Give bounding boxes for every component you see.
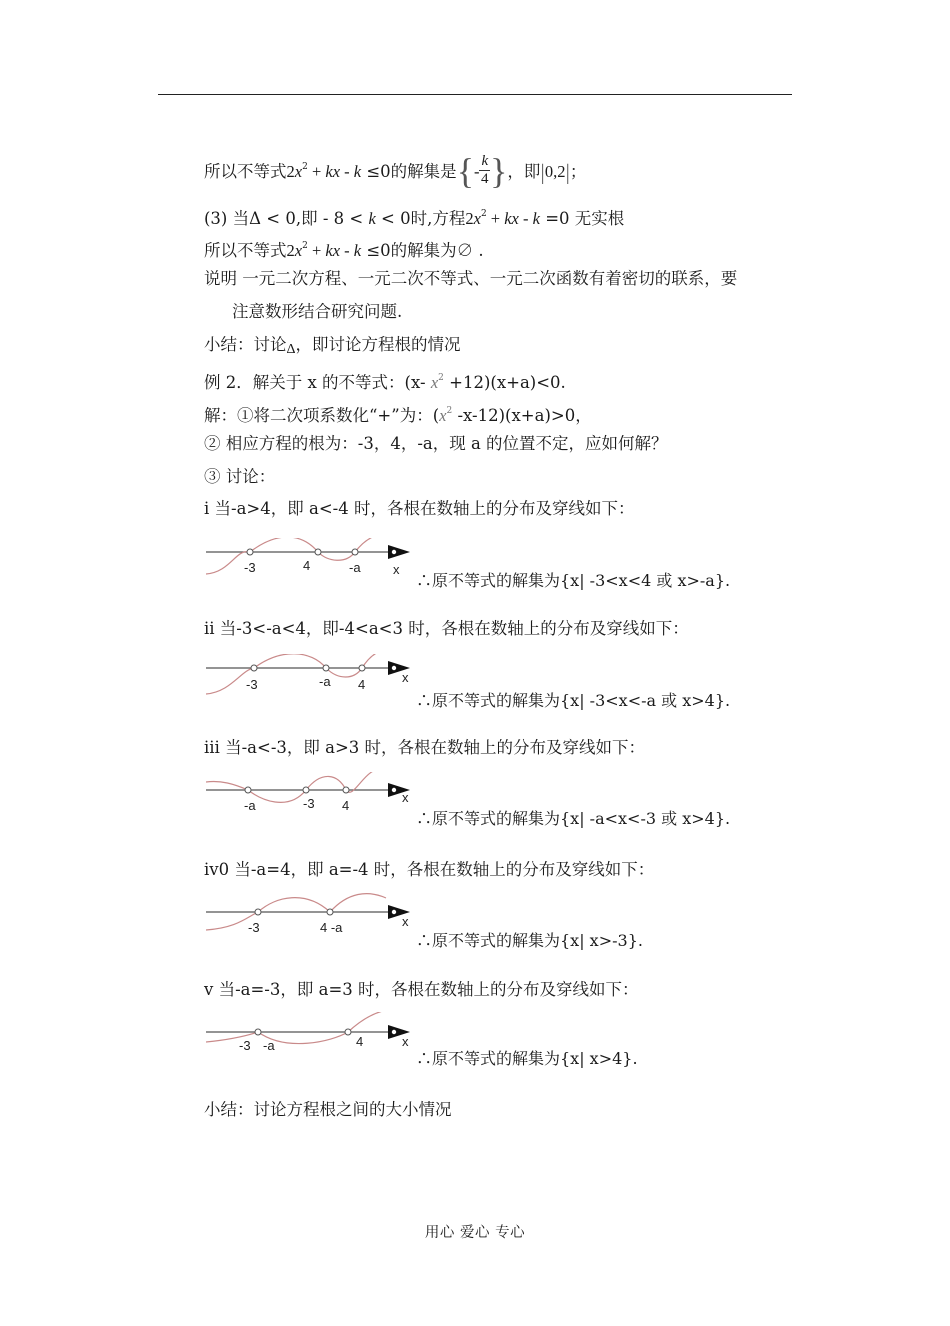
note-line-2: 注意数形结合研究问题. — [232, 302, 403, 321]
tick-label: -a — [319, 674, 331, 689]
set-close-brace: } — [490, 150, 508, 191]
axis-label: x — [402, 914, 409, 929]
case-iii-result: ∴原不等式的解集为{x| -a<x<-3 或 x>4}. — [416, 809, 731, 828]
axis-label: x — [402, 1034, 409, 1049]
fraction-k-over-4: $\frac{k}{4}$ — [481, 153, 489, 187]
number-line-case-i — [206, 538, 416, 582]
case-iv-result: ∴原不等式的解集为{x| x>-3}. — [416, 931, 643, 950]
tick-label: 4 — [358, 677, 366, 692]
number-line-case-v — [206, 1012, 416, 1058]
solution-set-line-1: 所以不等式$2x^2$ + kx - k ≤0的解集是{- $\frac{k}{4}$ }，即|0,2|； — [204, 150, 587, 191]
case-v-result: ∴原不等式的解集为{x| x>4}. — [416, 1049, 638, 1068]
tick-label: 4 -a — [320, 920, 343, 935]
summary-2: 小结：讨论方程根之间的大小情况 — [204, 1100, 452, 1119]
summary-1: 小结：讨论Δ，即讨论方程根的情况 — [204, 335, 461, 357]
tick-label: -a — [349, 560, 361, 575]
axis-label: x — [393, 562, 400, 577]
note-line-1: 说明 一元二次方程、一元二次不等式、一元二次函数有着密切的联系，要 — [204, 269, 738, 288]
case-v-heading: ⅴ 当-a=-3，即 a=3 时，各根在数轴上的分布及穿线如下： — [204, 980, 639, 999]
axis-label: x — [402, 670, 409, 685]
case-iv-heading: ⅳ0 当-a=4，即 a=-4 时，各根在数轴上的分布及穿线如下： — [204, 860, 655, 879]
tick-label: 4 — [342, 798, 350, 813]
tick-label: -3 — [303, 796, 315, 811]
number-line-case-ii — [206, 654, 416, 700]
set-open-brace: { — [456, 150, 474, 191]
axis-label: x — [402, 790, 409, 805]
case-ii-heading: ⅱ 当-3<-a<4，即-4<a<3 时，各根在数轴上的分布及穿线如下： — [204, 619, 689, 638]
solution-step-3: ③ 讨论： — [204, 467, 276, 486]
page-footer: 用心 爱心 专心 — [424, 1225, 526, 1241]
case-ii-result: ∴原不等式的解集为{x| -3<x<-a 或 x>4}. — [416, 691, 731, 710]
tick-label: -3 — [246, 677, 258, 692]
tick-label: -3 — [248, 920, 260, 935]
tick-label: -a — [263, 1038, 275, 1053]
number-line-case-iii — [206, 772, 416, 818]
number-line-case-iv — [206, 892, 416, 938]
tick-label: -a — [244, 798, 256, 813]
case-i-result: ∴原不等式的解集为{x| -3<x<4 或 x>-a}. — [416, 571, 731, 590]
empty-set-line: 所以不等式$2x^2$ + kx - k ≤0的解集为∅ . — [204, 241, 484, 260]
header-rule — [158, 94, 792, 95]
case-3-line: (3) 当Δ < 0,即 - 8 < k < 0时,方程$2x^2$ + kx - k =0 无实根 — [204, 209, 625, 228]
tick-label: 4 — [356, 1034, 364, 1049]
tick-label: -3 — [239, 1038, 251, 1053]
solution-step-2: ② 相应方程的根为：-3，4，-a，现 a 的位置不定，应如何解？ — [204, 434, 668, 453]
case-i-heading: ⅰ 当-a>4，即 a<-4 时，各根在数轴上的分布及穿线如下： — [204, 499, 635, 518]
tick-label: -3 — [244, 560, 256, 575]
solution-step-1: 解：①将二次项系数化“+”为：($x^2$ -x-12)(x+a)>0， — [204, 406, 592, 425]
case-iii-heading: ⅲ 当-a<-3，即 a>3 时，各根在数轴上的分布及穿线如下： — [204, 738, 646, 757]
tick-label: 4 — [303, 558, 311, 573]
example-2: 例 2．解关于 x 的不等式：(x- $x^2 +12)(x+a)<0$. — [204, 373, 566, 392]
